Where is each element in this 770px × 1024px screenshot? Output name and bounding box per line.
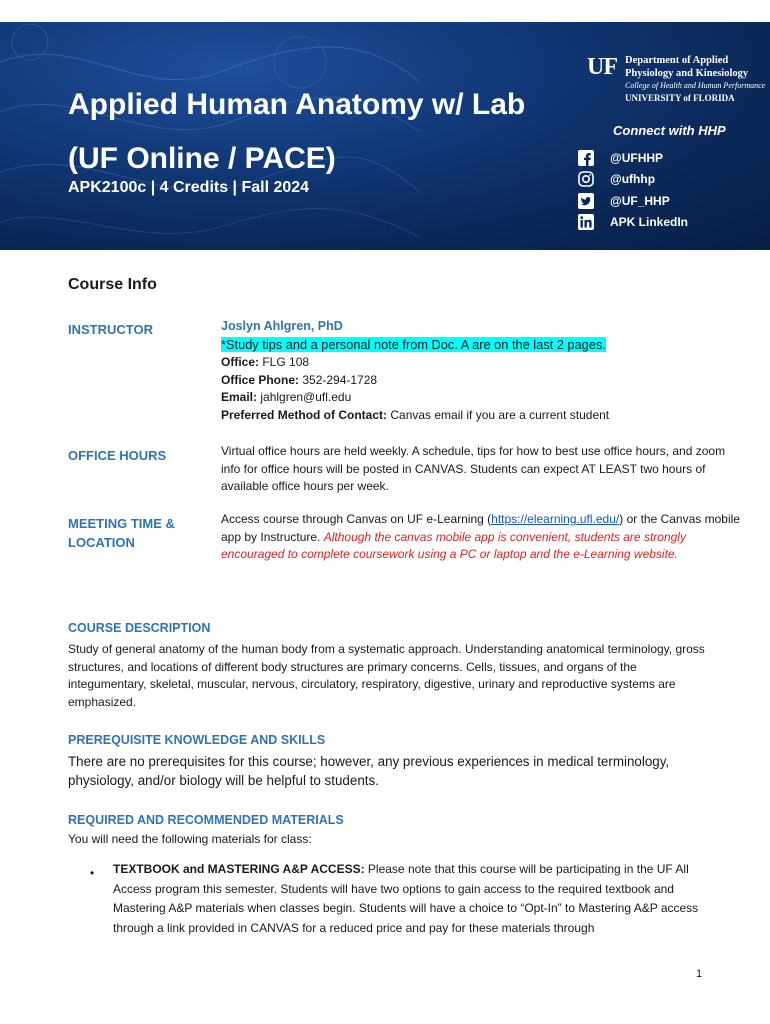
department-name-line-1: Department of Applied: [625, 55, 729, 66]
contact-method-value: Canvas email if you are a current student: [387, 407, 610, 422]
textbook-access-text: Please note that this course will be participating in the UF All Access program this semester. Students will have two options to gain access to the required textbook and Mastering A&P materials when classes begin. Students will have a choice to “Opt-In” to Mastering A&P access through a link provided in CANVAS for a reduced price and pay for these materials through: [113, 862, 699, 935]
course-code-credits-term: APK2100c | 4 Credits | Fall 2024: [68, 179, 310, 196]
social-link-twitter[interactable]: [576, 190, 756, 212]
study-tips-note: *Study tips and a personal note from Doc. A are on the last 2 pages.: [221, 336, 606, 352]
instagram-icon: [576, 170, 596, 189]
office-line: [221, 354, 741, 372]
university-name: UNIVERSITY of FLORIDA: [625, 93, 735, 103]
instructor-name: Joslyn Ahlgren, PhD: [221, 319, 343, 333]
course-title: [68, 78, 568, 186]
social-link-linkedin[interactable]: [576, 212, 756, 234]
email-value: jahlgren@ufl.edu: [257, 390, 352, 404]
social-handle-twitter: @UF_HHP: [610, 193, 670, 208]
prerequisites-heading: PREREQUISITE KNOWLEDGE AND SKILLS: [68, 733, 326, 747]
phone-value: 352-294-1728: [299, 372, 378, 387]
instructor-label: INSTRUCTOR: [68, 322, 153, 337]
phone-label: Office Phone:: [221, 372, 300, 387]
email-label: Email:: [221, 390, 258, 404]
page-number: 1: [696, 968, 703, 980]
twitter-icon: [576, 191, 596, 210]
course-description-text: Study of general anatomy of the human body from a systematic approach. Understanding anatomical terminology, gross structures, and locations of different body structures are primary concerns. Cells, tissues, and organs of the integumentary, skeletal, muscular, nervous, circulatory, respiratory, digestive, urinary and reproductive systems are emphasized.: [68, 642, 705, 709]
office-hours-label: OFFICE HOURS: [68, 448, 167, 463]
course-title-line-1: Applied Human Anatomy w/ Lab: [68, 88, 526, 121]
meeting-text-after: ) or the Canvas mobile app by Instructure.: [221, 512, 740, 544]
contact-method-line: [221, 407, 741, 425]
meeting-label-line-1: MEETING TIME &: [68, 516, 175, 531]
facebook-icon: [576, 148, 596, 167]
department-name: [625, 54, 767, 80]
linkedin-icon: [576, 213, 596, 232]
phone-line: [221, 372, 741, 390]
social-handle-instagram: @ufhhp: [610, 172, 656, 187]
meeting-text: [221, 511, 741, 564]
meeting-text-before: Access course through Canvas on UF e-Learning (: [221, 512, 492, 526]
mobile-app-warning: Although the canvas mobile app is convenient, students are strongly encouraged to complete coursework using a PC or laptop and the e-Learning website.: [221, 529, 686, 561]
uf-logo-mark: UF: [587, 54, 617, 80]
textbook-access-item: [113, 860, 703, 938]
social-handle-linkedin: APK LinkedIn: [610, 215, 689, 230]
course-info-heading: Course Info: [68, 276, 157, 293]
course-description-heading: COURSE DESCRIPTION: [68, 621, 211, 635]
department-name-line-2: Physiology and Kinesiology: [625, 68, 749, 79]
office-label: Office:: [221, 355, 260, 369]
contact-method-label: Preferred Method of Contact:: [221, 407, 388, 422]
department-logo: [587, 54, 767, 108]
meeting-label-line-2: LOCATION: [68, 535, 135, 550]
prerequisites-text: There are no prerequisites for this course; however, any previous experiences in medical terminology, physiology, and/or biology will be helpful to students.: [68, 754, 670, 788]
elearning-link[interactable]: https://elearning.ufl.edu/: [491, 512, 620, 526]
social-links: [576, 147, 756, 233]
textbook-access-label: TEXTBOOK and MASTERING A&P ACCESS:: [113, 862, 365, 876]
office-value: FLG 108: [259, 355, 310, 369]
social-handle-facebook: @UFHHP: [610, 150, 664, 165]
header-banner: [0, 22, 770, 250]
social-link-facebook[interactable]: [576, 147, 756, 169]
instructor-details: [221, 318, 741, 424]
connect-heading: Connect with HHP: [613, 123, 726, 138]
materials-heading: REQUIRED AND RECOMMENDED MATERIALS: [68, 813, 344, 827]
meeting-label: [68, 514, 175, 552]
materials-intro: You will need the following materials for class:: [68, 832, 312, 846]
bullet-marker: •: [90, 866, 95, 880]
office-hours-text: Virtual office hours are held weekly. A schedule, tips for how to best use office hours, and zoom info for office hours will be posted in CANVAS. Students can expect AT LEAST two hours of available office hours per week.: [221, 444, 726, 493]
college-name: College of Health and Human Performance: [625, 81, 766, 90]
social-link-instagram[interactable]: [576, 169, 756, 191]
email-line: [221, 389, 741, 407]
course-title-line-2: (UF Online / PACE): [68, 142, 336, 175]
